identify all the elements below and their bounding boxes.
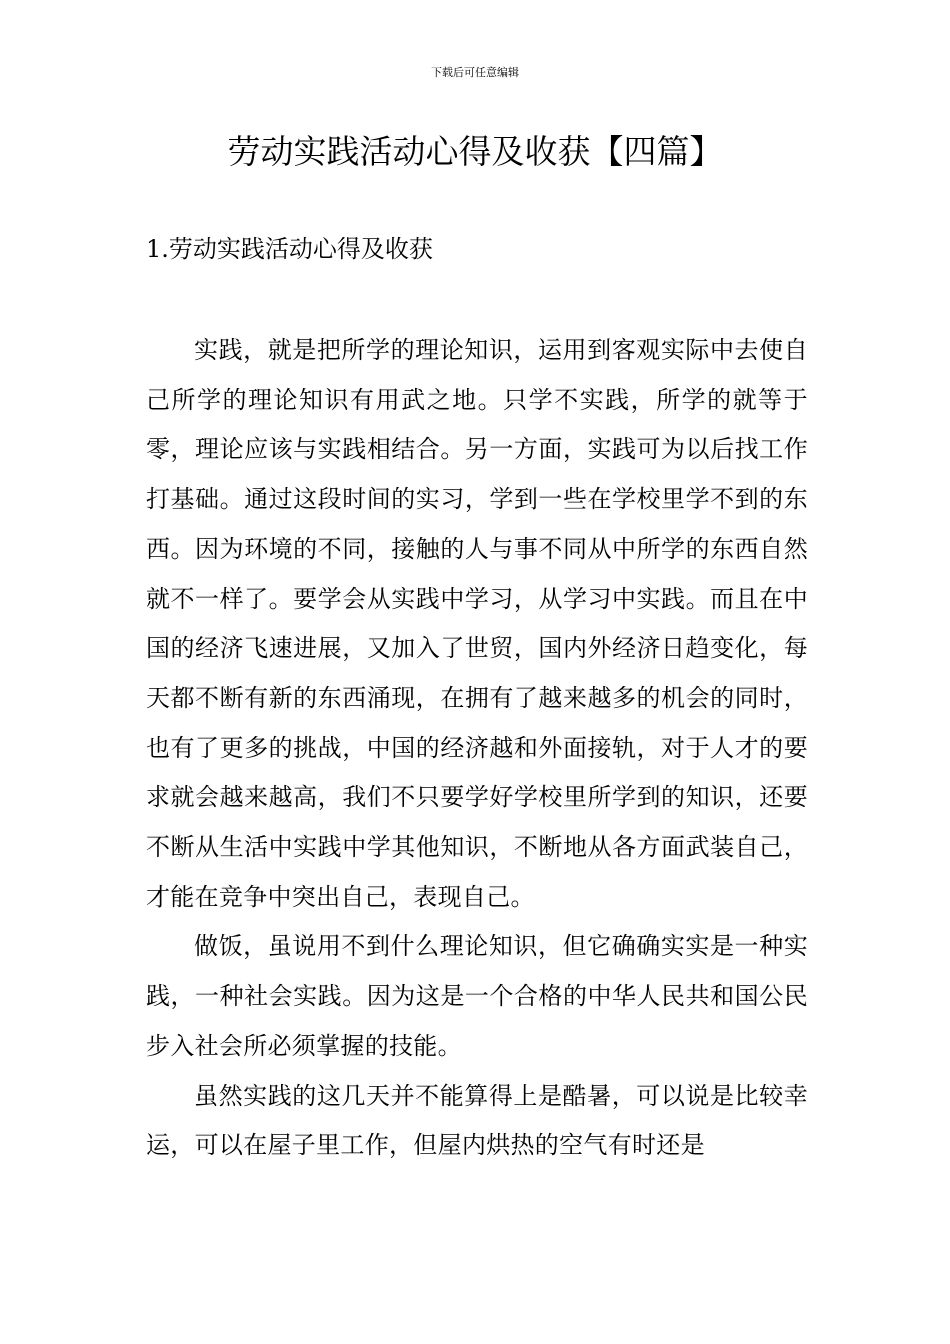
document-title: 劳动实践活动心得及收获【四篇】 (227, 132, 723, 171)
header-note: 下载后可任意编辑 (431, 66, 519, 79)
section-heading: 1.劳动实践活动心得及收获 (146, 235, 433, 263)
paragraph-2: 做饭，虽说用不到什么理论知识，但它确确实实是一种实践，一种社会实践。因为这是一个合格的中华人民共和国公民步入社会所必须掌握的技能。 (146, 932, 808, 1060)
paragraph-1: 实践，就是把所学的理论知识，运用到客观实际中去使自己所学的理论知识有用武之地。只学不实践，所学的就等于零，理论应该与实践相结合。另一方面，实践可为以后找工作打基础。通过这段时间的实习，学到一些在学校里学不到的东西。因为环境的不同，接触的人与事不同从中所学的东西自然就不一样了。要学会从实践中学习，从学习中实践。而且在中国的经济飞速进展，又加入了世贸，国内外经济日趋变化，每天都不断有新的东西涌现，在拥有了越来越多的机会的同时，也有了更多的挑战，中国的经济越和外面接轨，对于人才的要求就会越来越高，我们不只要学好学校里所学到的知识，还要不断从生活中实践中学其他知识，不断地从各方面武装自己，才能在竞争中突出自己，表现自己。 (146, 336, 808, 911)
paragraph-3: 虽然实践的这几天并不能算得上是酷暑，可以说是比较幸运，可以在屋子里工作，但屋内烘热的空气有时还是 (146, 1081, 808, 1160)
body-text (146, 326, 808, 1171)
